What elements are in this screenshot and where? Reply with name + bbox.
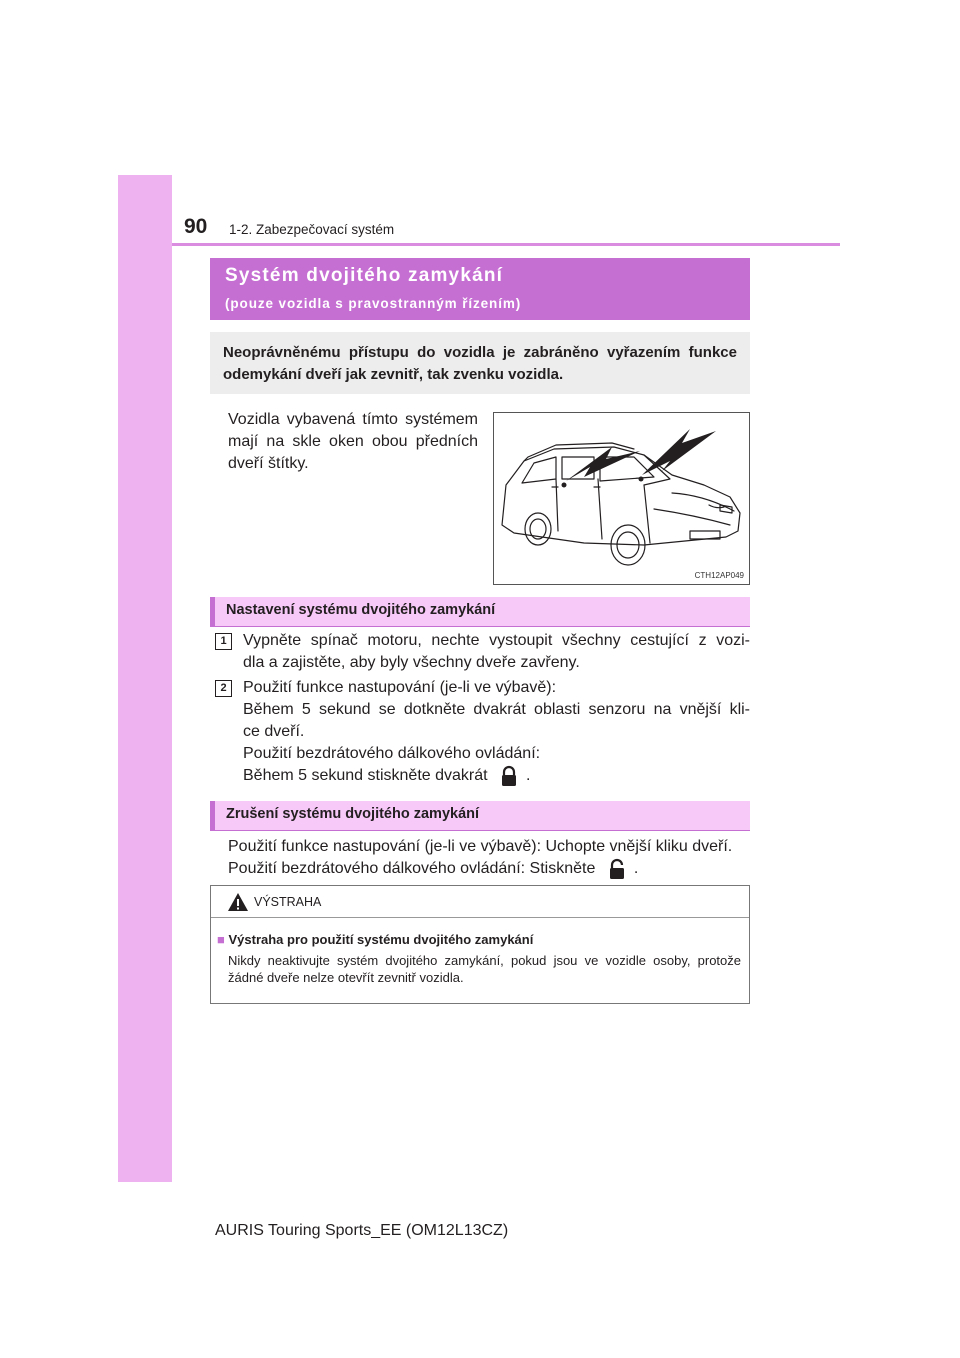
warning-triangle-icon	[227, 892, 249, 912]
cancel-text	[228, 836, 750, 880]
step-2-line-1: Použití funkce nastupování (je-li ve výbavě):	[243, 679, 557, 696]
cancel-line-2	[228, 858, 750, 880]
step-1-text	[243, 630, 750, 674]
step-2-line-4: Použití bezdrátového dálkového ovládání:	[243, 745, 541, 762]
step-2-text	[243, 677, 750, 787]
intro-text: Neoprávněnému přístupu do vozidla je zabráněno vyřazením funkce odemykání dveří jak zevnitř, tak zvenku vozidla.	[223, 344, 737, 383]
page-sidebar-tab	[118, 175, 172, 1182]
cancel-line-1: Použití funkce nastupování (je-li ve výbavě): Uchopte vnější kliku dveří.	[228, 838, 733, 855]
subheading-setting	[210, 597, 750, 626]
warning-box	[210, 885, 750, 1004]
lock-icon	[496, 765, 522, 787]
warning-item-title	[217, 932, 533, 947]
section-heading: 1-2. Zabezpečovací systém	[229, 222, 395, 237]
step-2-line-3: ce dveří.	[243, 723, 305, 740]
step-number-2: 2	[215, 680, 232, 697]
cancel-line-2-end: .	[633, 860, 639, 878]
warning-header	[211, 886, 749, 918]
step-number-1: 1	[215, 633, 232, 650]
page-title: Systém dvojitého zamykání	[225, 265, 504, 286]
figure-code: CTH12AP049	[694, 571, 744, 580]
step-1-line-1: Vypněte spínač motoru, nechte vystoupit všechny cestující z vozi-	[243, 632, 750, 649]
warning-item-text: Nikdy neaktivujte systém dvojitého zamykání, pokud jsou ve vozidle osoby, protože žádné dveře nelze otevřít zevnitř vozidla.	[228, 953, 741, 985]
subheading-setting-text: Nastavení systému dvojitého zamykání	[226, 602, 496, 618]
step-1-line-2: dla a zajistěte, aby byly všechny dveře zavřeny.	[243, 654, 580, 671]
page-subtitle: (pouze vozidla s pravostranným řízením)	[225, 296, 522, 311]
car-drawing-icon	[494, 413, 749, 584]
step-2-line-5-end: .	[526, 767, 531, 785]
intro-box	[210, 332, 750, 394]
warning-label: VÝSTRAHA	[254, 895, 322, 909]
title-banner	[210, 258, 750, 320]
subheading-cancel	[210, 801, 750, 830]
subheading-cancel-text: Zrušení systému dvojitého zamykání	[226, 806, 480, 822]
step-2-line-5	[243, 765, 750, 787]
warning-item-title-text: Výstraha pro použití systému dvojitého zamykání	[228, 932, 534, 947]
subheading-underline	[210, 830, 750, 831]
header-rule	[172, 243, 840, 246]
paragraph-labels: Vozidla vybavená tímto systémem mají na skle oken obou předních dveří štítky.	[228, 411, 478, 472]
step-2-line-2: Během 5 sekund se dotkněte dvakrát oblasti senzoru na vnější kli-	[243, 701, 750, 718]
subheading-underline	[210, 626, 750, 627]
footer-model: AURIS Touring Sports_EE (OM12L13CZ)	[215, 1222, 509, 1239]
cancel-line-2-text: Použití bezdrátového dálkového ovládání: Stiskněte	[228, 860, 596, 878]
page-number: 90	[184, 215, 208, 238]
bullet-square-icon: ■	[217, 932, 225, 947]
car-illustration	[493, 412, 750, 585]
step-2-line-5-text: Během 5 sekund stiskněte dvakrát	[243, 767, 488, 785]
unlock-icon	[604, 858, 630, 880]
